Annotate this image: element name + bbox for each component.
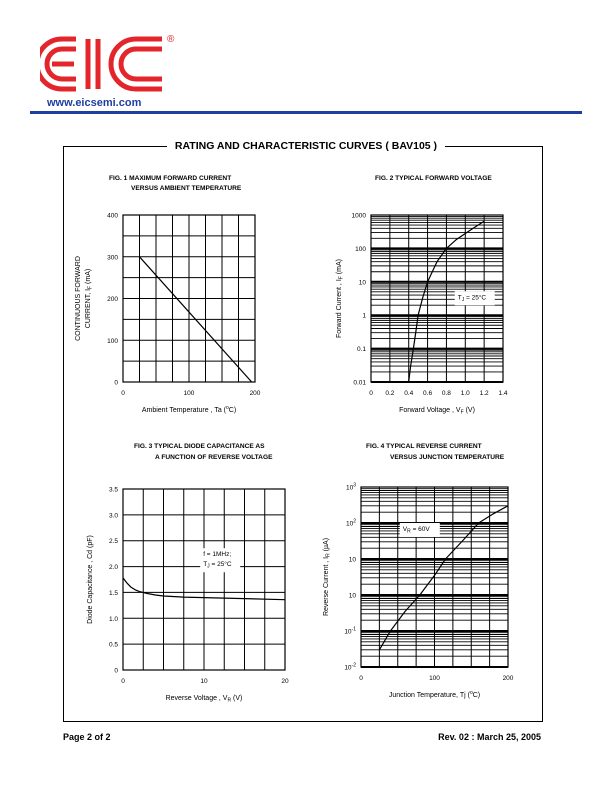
fig4-ylabel-main: Reverse Current , I	[323, 556, 330, 617]
fig1-ytick-label: 200	[107, 296, 118, 303]
fig1-ylabel-main: CURRENT, I	[85, 288, 92, 329]
fig3-annotation	[203, 551, 231, 558]
fig4-ytick-label	[349, 557, 357, 564]
fig1-xlabel	[142, 405, 236, 414]
fig2-xtick-label: 1.2	[479, 390, 489, 397]
fig3-xtick-label: 0	[121, 678, 125, 685]
fig4-ytick-main: 10	[345, 520, 354, 528]
fig2-ylabel-post: (mA)	[336, 259, 343, 277]
fig1-ytick-label: 100	[107, 337, 118, 345]
revision-date: Rev. 02 : March 25, 2005	[438, 732, 541, 742]
fig4-annotation-main: V	[402, 525, 408, 533]
fig2-xlabel-sub: F	[460, 409, 464, 416]
fig4-ytick-sup: 3	[353, 482, 356, 489]
fig2-ylabel-main: Forward Current , I	[336, 279, 343, 338]
fig4-xtick-label: 100	[429, 675, 440, 682]
fig4-xtick-label: 200	[502, 675, 514, 682]
fig3-xtick-label: 20	[281, 678, 289, 685]
fig4-title-line2: VERSUS JUNCTION TEMPERATURE	[390, 454, 505, 461]
fig4-ylabel	[323, 538, 332, 616]
fig3-title-line1: FIG. 3 TYPICAL DIODE CAPACITANCE AS	[134, 443, 265, 450]
fig4-title-line1: FIG. 4 TYPICAL REVERSE CURRENT	[366, 443, 482, 450]
fig2-xtick-label: 0.2	[385, 390, 395, 397]
fig2-xtick-label: 0	[369, 390, 373, 397]
fig4-ytick-label	[346, 483, 356, 492]
fig3-ytick-label: 2.5	[108, 538, 118, 546]
fig1-xtick-label: 100	[183, 390, 195, 397]
fig4-xtick-label: 0	[359, 675, 363, 682]
fig4-annotation-sub: R	[407, 528, 411, 535]
fig3-ylabel-main: Diode Capacitance , Cd (pF)	[87, 535, 94, 624]
fig3-xlabel-main: Reverse Voltage , V	[165, 695, 228, 702]
fig2-xtick-label: 0.4	[404, 390, 414, 397]
fig1-xlabel-post: C)	[228, 407, 237, 414]
fig3-title-line2: A FUNCTION OF REVERSE VOLTAGE	[155, 454, 273, 461]
fig2-xtick-label: 1.0	[460, 390, 470, 397]
fig2-ytick-label: 0.1	[356, 346, 366, 354]
fig2-chart	[336, 213, 508, 416]
fig4-ytick-label	[344, 627, 356, 636]
fig2-ytick-label: 100	[355, 245, 366, 253]
fig4-ytick-label	[346, 519, 356, 528]
fig3-ytick-label: 0.5	[108, 641, 118, 649]
fig3-ylabel	[87, 535, 94, 624]
fig2-annotation-main: T	[457, 294, 462, 302]
fig4-annotation-post: = 60V	[410, 525, 430, 533]
fig1-xlabel-main: Ambient Temperature , Ta (	[141, 407, 226, 414]
fig4-ytick-sup: -2	[351, 662, 356, 669]
fig1-xtick-label: 200	[249, 390, 261, 397]
fig2-ylabel-sub: F	[338, 276, 345, 280]
fig2-xtick-label: 0.6	[423, 390, 433, 397]
fig3-annotation-main: T	[203, 561, 208, 569]
fig3-xlabel-post: (V)	[231, 695, 243, 702]
fig3-annotation-post: = 25°C	[209, 561, 232, 569]
fig4-ytick-label	[349, 593, 357, 600]
website-url[interactable]: www.eicsemi.com	[47, 97, 142, 109]
fig1-ylabel-sub: F	[87, 285, 94, 289]
fig2-annotation-sub: J	[461, 296, 465, 303]
fig2-xlabel-main: Forward Voltage , V	[399, 407, 461, 414]
fig3-ytick-label: 3.0	[108, 512, 118, 520]
fig4-ytick-main: 10	[345, 484, 354, 492]
fig3-ytick-label: 0	[114, 667, 118, 675]
fig4-xlabel-main: Junction Temperature, Tj (	[388, 692, 470, 699]
fig3-ytick-label: 1.5	[108, 589, 118, 597]
fig2-xtick-label: 0.8	[441, 390, 451, 397]
fig3-ytick-label: 3.5	[108, 486, 118, 494]
fig1-xlabel-sup: o	[226, 405, 229, 411]
fig4-ytick-main: 10	[348, 592, 356, 600]
fig3-xtick-label: 10	[200, 678, 208, 685]
fig1-title-line2: VERSUS AMBIENT TEMPERATURE	[131, 185, 242, 192]
fig4-ylabel-post: (µA)	[323, 537, 330, 554]
fig1-ytick-label: 300	[107, 254, 118, 262]
fig4-ytick-main: 10	[344, 664, 352, 672]
fig4-ytick-label	[344, 663, 356, 672]
page-number: Page 2 of 2	[63, 732, 111, 742]
fig4-xlabel	[389, 690, 480, 699]
fig2-xtick-label: 1.4	[498, 390, 508, 397]
page-title-text: RATING AND CHARACTERISTIC CURVES ( BAV105 )	[167, 140, 445, 152]
fig4-xlabel-sup: o	[469, 690, 473, 696]
fig1-ylabel-post: (mA)	[85, 268, 92, 286]
fig1-title-line1: FIG. 1 MAXIMUM FORWARD CURRENT	[109, 175, 232, 182]
fig3-ytick-label: 1.0	[108, 615, 118, 623]
fig1-xtick-label: 0	[121, 390, 125, 397]
fig1-ylabel	[75, 256, 82, 341]
fig3-ytick-label: 2.0	[108, 564, 118, 572]
fig2-xlabel	[399, 407, 475, 416]
fig2-annotation-post: = 25°C	[464, 294, 487, 302]
fig1-ytick-label: 0	[114, 379, 118, 387]
fig3-annotation-main: f = 1MHz;	[203, 551, 232, 559]
fig4-chart	[323, 483, 514, 700]
fig3-xlabel-sub: R	[227, 697, 232, 704]
fig1-chart	[75, 213, 261, 415]
fig2-ylabel	[336, 259, 345, 338]
registered-mark: ®	[167, 34, 175, 45]
fig3-xlabel	[166, 695, 243, 704]
fig3-chart	[87, 487, 289, 704]
fig2-xlabel-post: (V)	[463, 407, 475, 414]
fig1-ylabel	[85, 269, 94, 328]
fig4-ytick-main: 10	[348, 556, 356, 564]
fig3-annotation-sub: J	[207, 563, 210, 570]
fig4-ytick-sup: -1	[351, 626, 356, 633]
fig2-ytick-label: 1	[362, 312, 366, 320]
fig2-ytick-label: 10	[358, 279, 366, 287]
fig4-ytick-sup: 2	[353, 518, 356, 525]
fig4-ylabel-sub: R	[325, 553, 332, 557]
fig2-title: FIG. 2 TYPICAL FORWARD VOLTAGE	[375, 175, 492, 182]
fig1-ylabel-main: CONTINUOUS FORWARD	[75, 256, 82, 341]
fig2-ytick-label: 0.01	[353, 379, 366, 387]
fig2-ytick-label: 1000	[351, 212, 366, 220]
fig1-ytick-label: 400	[107, 212, 118, 220]
fig4-xlabel-post: C)	[472, 692, 481, 699]
fig4-ytick-main: 10	[344, 628, 352, 636]
